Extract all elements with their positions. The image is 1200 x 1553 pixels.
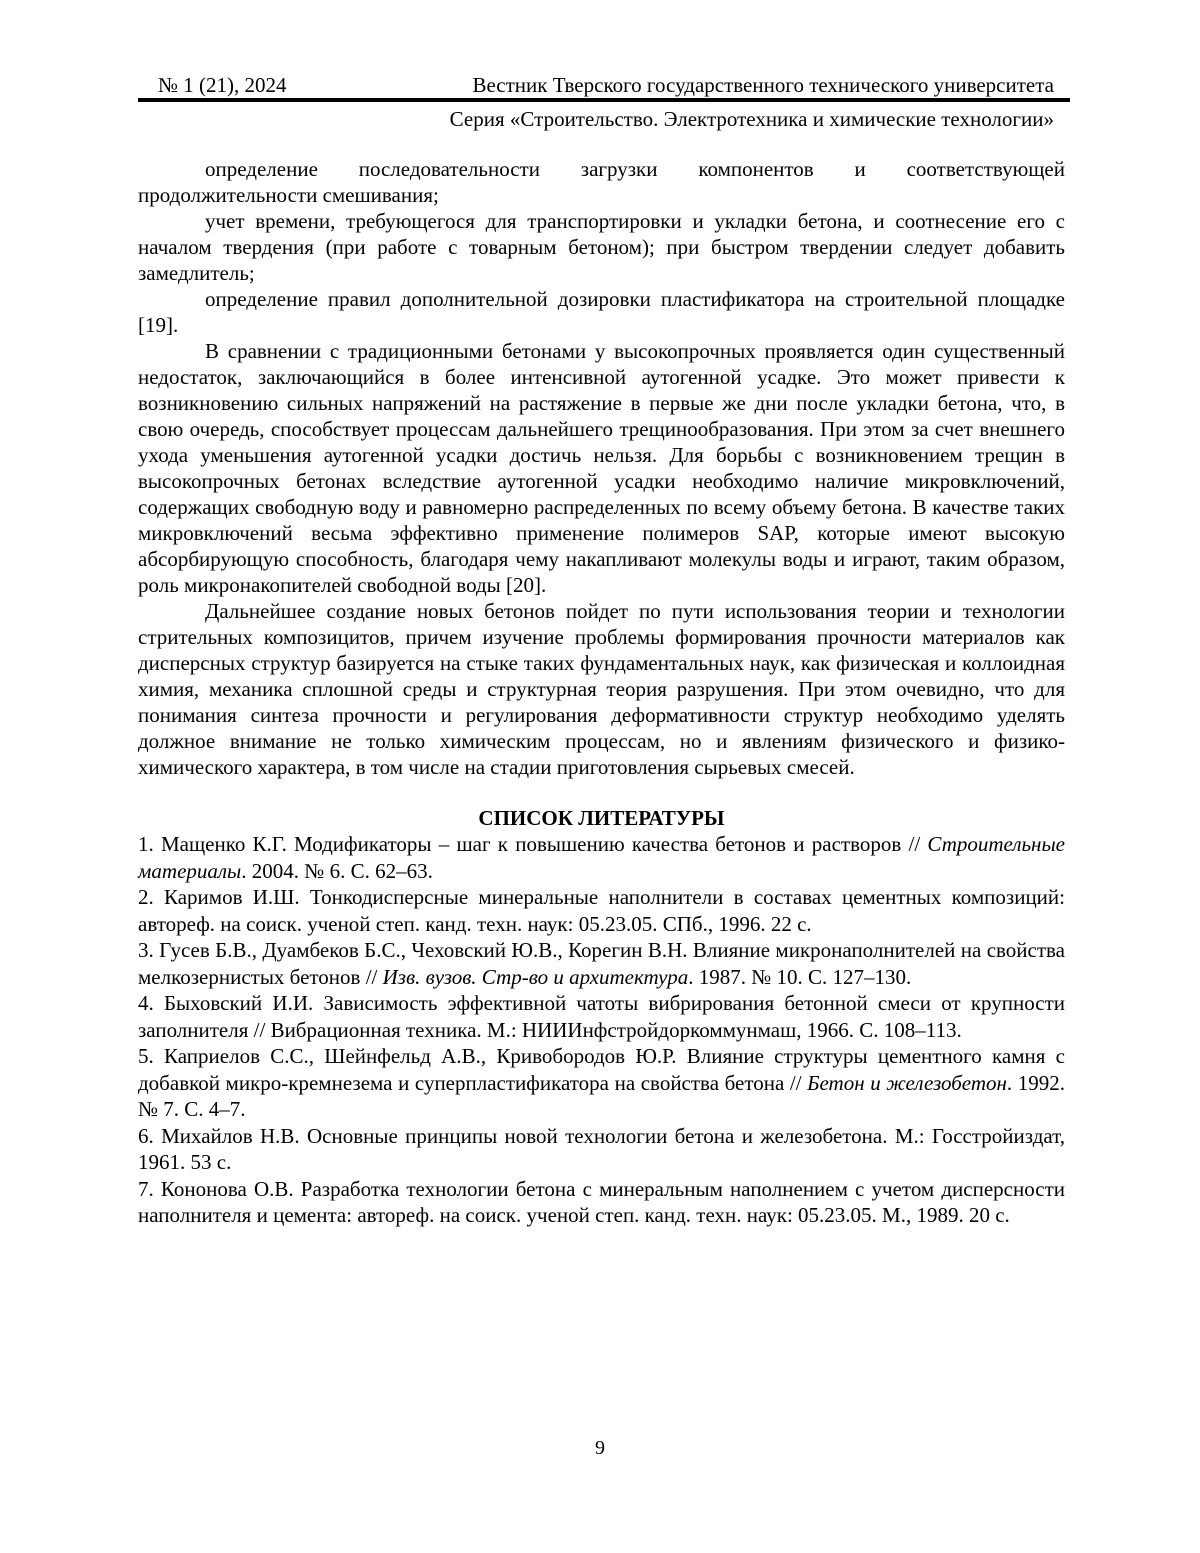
- paragraph: определение правил дополнительной дозировки пластификатора на строительной площадке [19].: [138, 287, 1065, 337]
- reference-item: 3. Гусев Б.В., Дуамбеков Б.С., Чеховский Ю.В., Корегин В.Н. Влияние микронаполнителей на свойства мелкозернистых бетонов // Изв. вузов. Стр-во и архитектура. 1987. № 10. С. 127–130.: [138, 938, 1065, 989]
- paragraph: В сравнении с традиционными бетонами у высокопрочных проявляется один существенный недостаток, заключающийся в более интенсивной аутогенной усадке. Это может привести к возникновению сильных напряжений на растяжение в первые же дни после укладки бетона, что, в свою очередь, способствует процессам дальнейшего трещинообразования. При этом за счет внешнего ухода уменьшения аутогенной усадки достичь нельзя. Для борьбы с возникновением трещин в высокопрочных бетонах вследствие аутогенной усадки необходимо наличие микровключений, содержащих свободную воду и равномерно распределенных по всему объему бетона. В качестве таких микровключений весьма эффективно применение полимеров SAP, которые имеют высокую абсорбирующую способность, благодаря чему накапливают молекулы воды и играют, таким образом, роль микронакопителей свободной воды [20].: [138, 339, 1065, 597]
- reference-item: 1. Мащенко К.Г. Модификаторы – шаг к повышению качества бетонов и растворов // Строительные материалы. 2004. № 6. С. 62–63.: [138, 832, 1065, 883]
- references-heading: СПИСОК ЛИТЕРАТУРЫ: [478, 806, 725, 830]
- page-header: [138, 72, 1070, 98]
- paragraph: учет времени, требующегося для транспортировки и укладки бетона, и соотнесение его с началом твердения (при работе с товарным бетоном); при быстром твердении следует добавить замедлитель;: [138, 209, 1065, 285]
- paragraph: Дальнейшее создание новых бетонов пойдет по пути использования теории и технологии стрительных композицитов, причем изучение проблемы формирования прочности материалов как дисперсных структур базируется на стыке таких фундаментальных наук, как физическая и коллоидная химия, механика сплошной среды и структурная теория разрушения. При этом очевидно, что для понимания синтеза прочности и регулирования деформативности структур необходимо уделять должное внимание не только химическим процессам, но и явлениям физического и физико-химического характера, в том числе на стадии приготовления сырьевых смесей.: [138, 599, 1065, 779]
- journal-series: Серия «Строительство. Электротехника и химические технологии»: [449, 107, 1054, 131]
- reference-item: 4. Быховский И.И. Зависимость эффективной чатоты вибрирования бетонной смеси от крупности заполнителя // Вибрационная техника. М.: НИИИнфстройдоркоммунмаш, 1966. С. 108–113.: [138, 991, 1065, 1042]
- paragraph: определение последовательности загрузки компонентов и соответствующей продолжительности смешивания;: [138, 157, 1065, 207]
- journal-title: Вестник Тверского государственного технического университета: [472, 73, 1054, 97]
- reference-item: 2. Каримов И.Ш. Тонкодисперсные минеральные наполнители в составах цементных композиций: автореф. на соиск. ученой степ. канд. техн. наук: 05.23.05. СПб., 1996. 22 с.: [138, 885, 1065, 936]
- article-body: [138, 156, 1065, 1229]
- journal-issue: № 1 (21), 2024: [158, 73, 287, 97]
- reference-item: 7. Кононова О.В. Разработка технологии бетона с минеральным наполнением с учетом дисперсности наполнителя и цемента: автореф. на соиск. ученой степ. канд. техн. наук: 05.23.05. М., 1989. 20 с.: [138, 1176, 1065, 1227]
- reference-list: [138, 831, 1065, 1229]
- reference-item: 6. Михайлов Н.В. Основные принципы новой технологии бетона и железобетона. М.: Госстройиздат, 1961. 53 с.: [138, 1123, 1065, 1174]
- reference-item: 5. Каприелов С.С., Шейнфельд А.В., Кривобородов Ю.Р. Влияние структуры цементного камня с добавкой микро-кремнезема и суперпластификатора на свойства бетона // Бетон и железобетон. 1992. № 7. С. 4–7.: [138, 1044, 1066, 1121]
- body-paragraphs: [138, 156, 1065, 780]
- header-rule: [138, 98, 1070, 102]
- page-number: 9: [595, 1437, 605, 1459]
